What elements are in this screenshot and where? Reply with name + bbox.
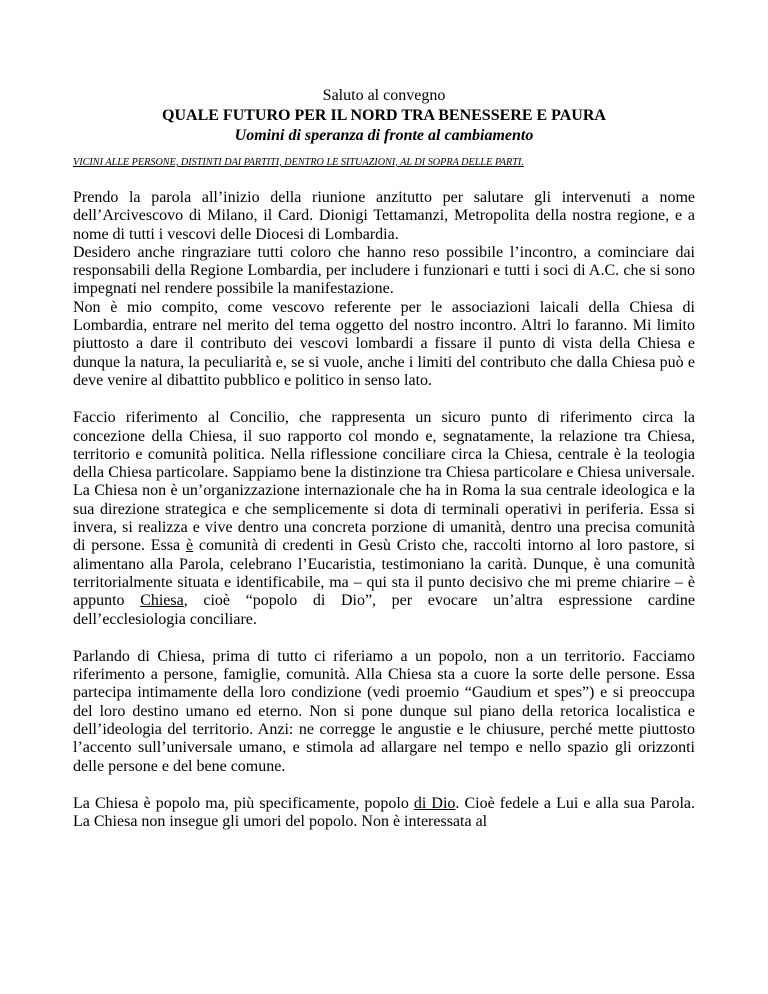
- paragraph-2: Desidero anche ringraziare tutti coloro che hanno reso possibile l’incontro, a cominciare dai responsabili della Regione Lombardia, per includere i funzionari e tutti i soci di A.C. che si sono impegnati nel rendere possibile la manifestazione.: [73, 243, 695, 298]
- conference-title: QUALE FUTURO PER IL NORD TRA BENESSERE E PAURA: [162, 107, 606, 124]
- underlined-word-e: è: [185, 537, 194, 555]
- paragraph-5: Parlando di Chiesa, prima di tutto ci riferiamo a un popolo, non a un territorio. Facciamo riferimento a persone, famiglie, comunità. Alla Chiesa sta a cuore la sorte delle persone. Essa partecipa intimamente della loro condizione (vedi proemio “Gaudium et spes”) e si preoccupa del loro destino umano ed eterno. Non si pone dunque sul piano della retorica localistica e dell’ideologia del territorio. Anzi: ne corregge le angustie e le chiusure, perché mette piuttosto l’accento sull’universale umano, e stimola ad allargare nel tempo e nello spazio gli orizzonti delle persone e del bene comune.: [73, 647, 695, 775]
- paragraph-4: [73, 409, 695, 629]
- greeting-line: Saluto al convegno: [322, 87, 446, 104]
- paragraph-4-part-a: Faccio riferimento al Concilio, che rappresenta un sicuro punto di riferimento circa la concezione della Chiesa, il suo rapporto col mondo e, segnatamente, la relazione tra Chiesa, territorio e comunità politica. Nella riflessione conciliare circa la Chiesa, centrale è la teologia della Chiesa particolare. Sappiamo bene la distinzione tra Chiesa particolare e Chiesa universale. La Chiesa non è un’organizzazione internazionale che ha in Roma la sua centrale ideologica e la sua direzione strategica e che semplicemente si dota di terminali operativi in periferia. Essa si invera, si realizza e vive dentro una concreta porzione di umanità, dentro una precisa comunità di persone. Essa: [73, 409, 695, 555]
- motto-line: VICINI ALLE PERSONE, DISTINTI DAI PARTITI, DENTRO LE SITUAZIONI, AL DI SOPRA DELLE PARTI.: [73, 157, 524, 168]
- document-header: [73, 86, 695, 146]
- underlined-words-di-dio: di Dio: [413, 794, 456, 812]
- paragraph-1: Prendo la parola all’inizio della riunione anzitutto per salutare gli intervenuti a nome dell’Arcivescovo di Milano, il Card. Dionigi Tettamanzi, Metropolita della nostra regione, e a nome di tutti i vescovi delle Diocesi di Lombardia.: [73, 189, 695, 243]
- paragraph-6-part-a: La Chiesa è popolo ma, più specificamente, popolo: [73, 794, 414, 812]
- document-page: [73, 86, 695, 832]
- paragraph-6: [73, 795, 695, 832]
- paragraph-3: Non è mio compito, come vescovo referente per le associazioni laicali della Chiesa di Lombardia, entrare nel merito del tema oggetto del nostro incontro. Altri lo faranno. Mi limito piuttosto a dare il contributo dei vescovi lombardi a fissare il punto di vista della Chiesa e dunque la natura, la peculiarità e, se si vuole, anche i limiti del contributo che dalla Chiesa può e deve venire al dibattito pubblico e politico in senso lato.: [73, 298, 695, 389]
- paragraph-4-part-b: comunità di credenti in Gesù Cristo che, raccolti intorno al loro pastore, si alimentano alla Parola, celebrano l’Eucaristia, testimoniano la carità. Dunque, è una comunità territorialmente situata e identificabile, ma – qui sta il punto decisivo che mi preme chiarire – è appunto: [73, 537, 695, 610]
- paragraph-6-part-b: . Cioè fedele a Lui e alla sua Parola. La Chiesa non insegue gli umori del popolo. Non è interessata al: [73, 794, 695, 831]
- document-body: [73, 189, 695, 832]
- paragraph-4-part-c: , cioè “popolo di Dio”, per evocare un’altra espressione cardine dell’ecclesiologia conciliare.: [73, 592, 695, 628]
- conference-subtitle: Uomini di speranza di fronte al cambiamento: [234, 127, 534, 144]
- underlined-word-chiesa: Chiesa: [140, 592, 184, 610]
